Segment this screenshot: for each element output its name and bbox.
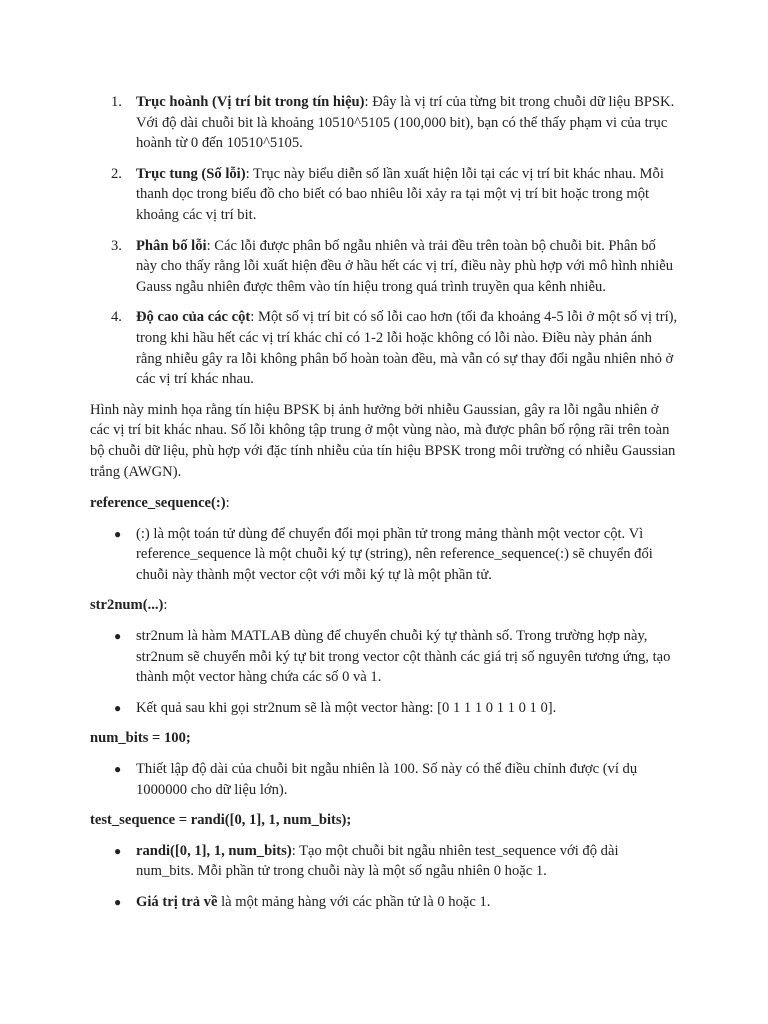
bullet-item bbox=[90, 524, 680, 586]
list-item-term: Phân bố lỗi bbox=[136, 237, 207, 254]
bullet-list bbox=[90, 524, 680, 586]
bullet-item bbox=[90, 698, 680, 719]
section-heading-suffix: : bbox=[163, 597, 168, 614]
bullet-icon: ● bbox=[114, 700, 122, 715]
list-item-text: : Các lỗi được phân bố ngẫu nhiên và trải đều trên toàn bộ chuỗi bit. Phân bố này cho thấy rằng lỗi xuất hiện đều ở hầu hết các vị trí, điều này phù hợp với mô hình nhiễu Gauss ngẫu nhiên được thêm vào tín hiệu trong quá trình truyền qua kênh nhiễu. bbox=[136, 237, 674, 295]
section-heading-code: reference_sequence(:) bbox=[90, 495, 226, 512]
bullet-text: str2num là hàm MATLAB dùng để chuyển chuỗi ký tự thành số. Trong trường hợp này, str2num sẽ chuyển mỗi ký tự bit trong vector cột thành các giá trị số nguyên tương ứng, tạo thành một vector hàng chứa các số 0 và 1. bbox=[136, 628, 671, 686]
section-heading bbox=[90, 810, 680, 831]
list-item-text: : Một số vị trí bit có số lỗi cao hơn (tối đa khoảng 4-5 lỗi ở một số vị trí), trong khi hầu hết các vị trí khác chỉ có 1-2 lỗi hoặc không có lỗi nào. Điều này phản ánh rằng nhiễu gây ra lỗi không phân bố hoàn toàn đều, mà vẫn có sự thay đổi ngẫu nhiên nhỏ ở các vị trí khác nhau. bbox=[136, 309, 678, 388]
bullet-icon: ● bbox=[114, 843, 122, 858]
bullet-list bbox=[90, 759, 680, 800]
list-item-term: Trục hoành (Vị trí bit trong tín hiệu) bbox=[136, 94, 365, 110]
bullet-text: (:) là một toán tử dùng để chuyển đổi mọi phần tử trong mảng thành một vector cột. Vì reference_sequence là một chuỗi ký tự (string), nên reference_sequence(:) sẽ chuyển đổi chuỗi này thành một vector cột với mỗi ký tự là một phần tử. bbox=[136, 525, 653, 583]
list-item-text: : Đây là vị trí của từng bit trong chuỗi dữ liệu BPSK. Với độ dài chuỗi bit là khoảng 10510^5105 (100,000 bit), bạn có thể thấy phạm vi của trục hoành từ 0 đến 10510^5105. bbox=[136, 94, 675, 152]
bullet-item bbox=[90, 892, 680, 913]
bullet-item bbox=[90, 841, 680, 882]
bullet-icon: ● bbox=[114, 526, 122, 541]
section-heading bbox=[90, 493, 680, 514]
bullet-item bbox=[90, 759, 680, 800]
document-body bbox=[90, 92, 680, 913]
list-item bbox=[90, 164, 680, 226]
list-number: 2. bbox=[111, 165, 122, 182]
bullet-icon: ● bbox=[114, 629, 122, 644]
bullet-term: Giá trị trả về bbox=[136, 894, 218, 910]
bullet-text: : Tạo một chuỗi bit ngẫu nhiên test_sequence với độ dài num_bits. Mỗi phần tử trong chuỗi này là một số ngẫu nhiên 0 hoặc 1. bbox=[136, 842, 619, 880]
list-item bbox=[90, 236, 680, 298]
section-heading-code: str2num(...) bbox=[90, 597, 164, 614]
list-item-term: Trục tung (Số lỗi) bbox=[136, 165, 246, 182]
numbered-list bbox=[90, 92, 680, 390]
bullet-text: là một mảng hàng với các phần tử là 0 hoặc 1. bbox=[217, 894, 491, 910]
section-heading-code: num_bits = 100; bbox=[90, 730, 191, 747]
summary-paragraph: Hình này minh họa rằng tín hiệu BPSK bị ảnh hưởng bởi nhiễu Gaussian, gây ra lỗi ngẫu nhiên ở các vị trí bit khác nhau. Số lỗi không tập trung ở một vùng nào, mà được phân bố rộng rãi trên toàn bộ chuỗi dữ liệu, phù hợp với đặc tính nhiễu của tín hiệu BPSK trong môi trường có nhiễu Gaussian trắng (AWGN). bbox=[90, 401, 676, 480]
bullet-icon: ● bbox=[114, 762, 122, 777]
bullet-text: Thiết lập độ dài của chuỗi bit ngẫu nhiên là 100. Số này có thể điều chỉnh được (ví dụ 1000000 cho dữ liệu lớn). bbox=[136, 761, 638, 798]
list-item bbox=[90, 92, 680, 154]
list-number: 4. bbox=[111, 309, 122, 326]
section-heading bbox=[90, 595, 680, 616]
bullet-list bbox=[90, 841, 680, 913]
list-number: 3. bbox=[111, 237, 122, 254]
bullet-text: Kết quả sau khi gọi str2num sẽ là một vector hàng: [0 1 1 1 0 1 1 0 1 0]. bbox=[136, 699, 557, 716]
list-item bbox=[90, 307, 680, 389]
list-number: 1. bbox=[111, 94, 122, 110]
bullet-item bbox=[90, 626, 680, 688]
section-heading bbox=[90, 728, 680, 749]
list-item-text: : Trục này biểu diễn số lần xuất hiện lỗi tại các vị trí bit khác nhau. Mỗi thanh dọc trong biểu đồ cho biết có bao nhiêu lỗi xảy ra tại một vị trí bit hoặc trong một khoảng các vị trí bit. bbox=[136, 165, 664, 223]
bullet-icon: ● bbox=[114, 895, 122, 909]
list-item-term: Độ cao của các cột bbox=[136, 309, 251, 326]
bullet-list bbox=[90, 626, 680, 718]
section-heading-code: test_sequence = randi([0, 1], 1, num_bits); bbox=[90, 812, 352, 829]
bullet-term: randi([0, 1], 1, num_bits) bbox=[136, 842, 292, 859]
section-heading-suffix: : bbox=[225, 495, 230, 512]
